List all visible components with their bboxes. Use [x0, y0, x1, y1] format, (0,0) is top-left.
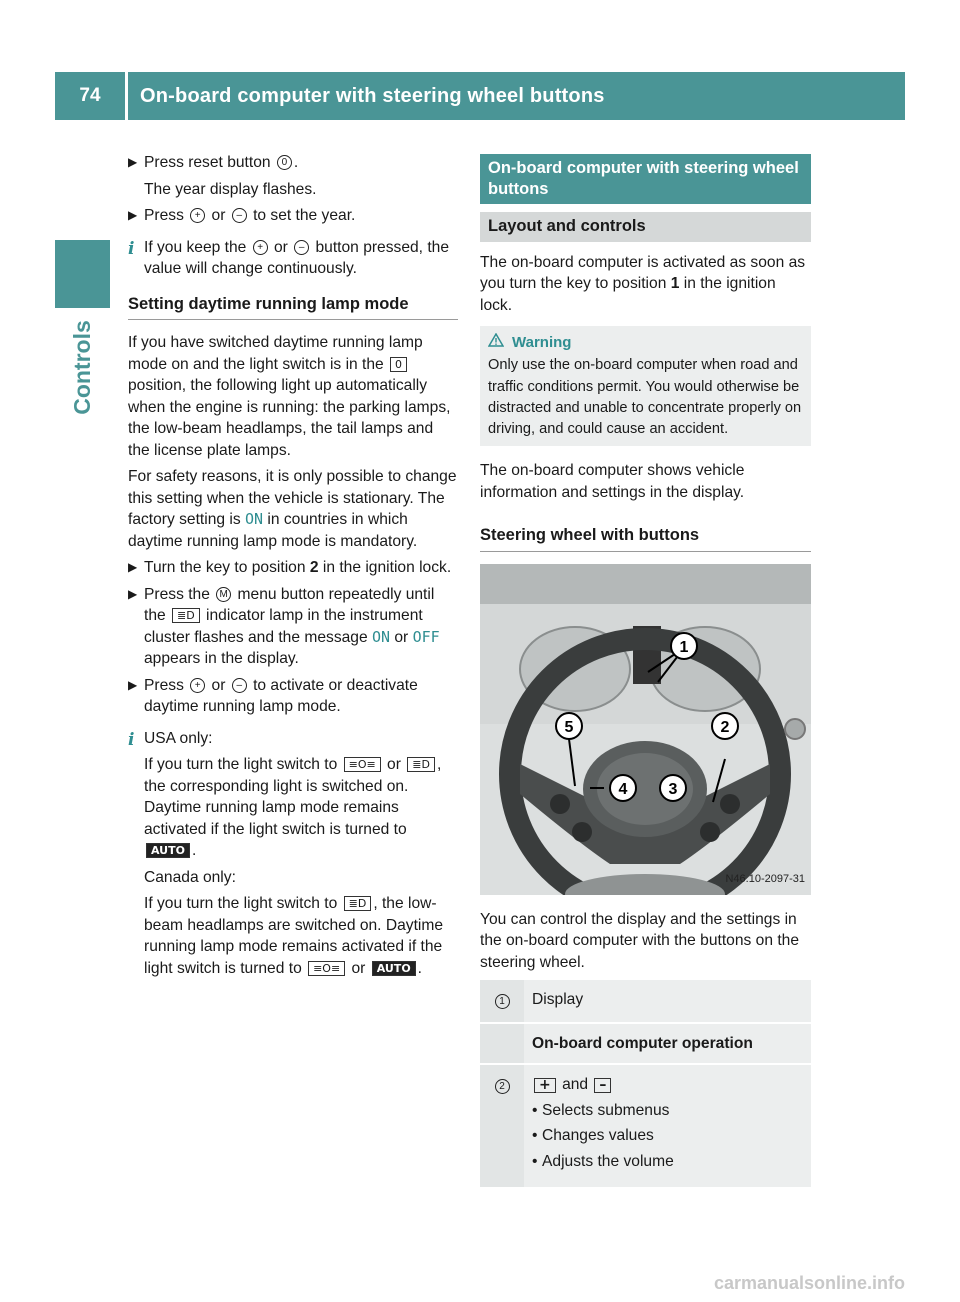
list-item: • Changes values — [532, 1127, 654, 1145]
minus-key-icon: – — [594, 1078, 611, 1093]
paragraph-daytime-lamp: If you have switched daytime running lamp mode on and the light switch is in the 0 position, the following light up automatically when the engine is running: the parking lamps, the low-beam headlamps, the tail lamps and the license plate lamps. — [128, 334, 451, 459]
step-turn-key: ▶ Turn the key to position 2 in the ignition lock. — [128, 557, 458, 579]
step-press-reset: ▶ Press reset button 0 . — [128, 152, 458, 174]
svg-text:3: 3 — [668, 780, 678, 798]
table-cell: + and – • Selects submenus • Changes values • Adjusts the volume — [524, 1065, 811, 1187]
warning-heading: Warning — [488, 332, 803, 353]
step-arrow-icon: ▶ — [128, 560, 138, 574]
low-beam-lamp-icon: ≣D — [344, 896, 372, 911]
plus-button-icon: + — [253, 240, 268, 255]
table-cell: Display — [524, 980, 811, 1022]
callout-4 — [610, 775, 636, 801]
table-row — [480, 1024, 811, 1064]
callout-number: 2 — [495, 1079, 510, 1094]
info-usa-heading: USA only: — [144, 729, 213, 747]
page-header — [55, 72, 905, 120]
light-switch-off-symbol: 0 — [390, 357, 407, 372]
step-activate: ▶ Press + or – to activate or deactivate daytime running lamp mode. — [128, 676, 418, 715]
minus-button-icon: – — [232, 678, 247, 693]
minus-button-icon: – — [294, 240, 309, 255]
sub-section-heading: Layout and controls — [480, 212, 811, 242]
low-beam-lamp-icon: ≣D — [407, 757, 435, 772]
info-icon: i — [128, 238, 135, 259]
step-set-year: ▶ Press + or – to set the year. — [128, 205, 458, 227]
step-result: The year display flashes. — [144, 180, 317, 198]
auto-light-icon: AUTO — [146, 843, 190, 858]
svg-text:2: 2 — [720, 718, 730, 736]
plus-button-icon: + — [190, 208, 205, 223]
minus-button-icon: – — [232, 208, 247, 223]
table-subheading: On-board computer operation — [524, 1024, 811, 1064]
table-row — [480, 1065, 811, 1187]
step-press-menu: ▶ Press the M menu button repeatedly until the ≣D indicator lamp in the instrument cluster flashes and the message ON or OFF appears in the display. — [128, 585, 440, 667]
list-item: • Selects submenus — [532, 1101, 670, 1119]
svg-text:1: 1 — [679, 638, 689, 656]
step-arrow-icon: ▶ — [128, 208, 138, 222]
parking-lamp-icon: ≡O≡ — [308, 961, 345, 976]
step-arrow-icon: ▶ — [128, 586, 138, 601]
controls-table — [480, 978, 811, 1189]
watermark: carmanualsonline.info — [713, 1273, 905, 1293]
callout-2 — [712, 713, 738, 739]
callout-3 — [660, 775, 686, 801]
paragraph-safety: For safety reasons, it is only possible to change this setting when the vehicle is stationary. The factory setting is ON in countries in which daytime running lamp mode is mandatory. — [128, 468, 457, 550]
table-row — [480, 980, 811, 1022]
plus-button-icon: + — [190, 678, 205, 693]
display-message-on: ON — [371, 627, 391, 646]
callout-1 — [671, 633, 697, 659]
warning-box — [480, 326, 811, 446]
page-title: On-board computer with steering wheel buttons — [140, 84, 605, 107]
low-beam-lamp-icon: ≣D — [172, 608, 200, 623]
warning-text: Only use the on-board computer when road and traffic conditions permit. You would otherwise be distracted and unable to concentrate properly on driving, and could cause an accident. — [488, 357, 802, 438]
info-note-continuous: i If you keep the + or – button pressed, the value will change continuously. — [128, 238, 450, 277]
info-usa-text: If you turn the light switch to ≡O≡ or ≣D , the corresponding light is switched on. Daytime running lamp mode remains activated if the light switch is turned to AUTO . — [144, 756, 442, 859]
menu-button-icon: M — [216, 587, 231, 602]
display-message-on: ON — [245, 510, 264, 528]
list-item: • Adjusts the volume — [532, 1152, 674, 1170]
callout-number: 1 — [495, 994, 510, 1009]
step-arrow-icon: ▶ — [128, 677, 138, 692]
plus-key-icon: + — [534, 1078, 556, 1093]
right-column — [480, 152, 811, 1189]
steering-wheel-figure — [480, 564, 811, 895]
svg-text:4: 4 — [618, 780, 628, 798]
step-arrow-icon: ▶ — [128, 155, 138, 169]
side-tab-marker — [55, 240, 110, 308]
warning-triangle-icon — [488, 332, 504, 353]
main-section-heading: On-board computer with steering wheel buttons — [480, 154, 811, 204]
display-message-off: OFF — [412, 627, 440, 646]
callout-5 — [556, 713, 582, 739]
info-canada-heading: Canada only: — [144, 868, 236, 886]
info-note-regional — [128, 728, 458, 980]
reset-button-symbol: 0 — [277, 155, 292, 170]
parking-lamp-icon: ≡O≡ — [344, 757, 381, 772]
page-number: 74 — [79, 85, 101, 106]
svg-text:5: 5 — [564, 718, 574, 736]
figure-code: N46.10-2097-31 — [725, 873, 805, 886]
auto-light-icon: AUTO — [372, 961, 416, 976]
section-heading-steering-wheel: Steering wheel with buttons — [480, 525, 811, 552]
steering-wheel-illustration — [480, 564, 811, 895]
info-icon: i — [128, 729, 135, 750]
paragraph-activation: The on-board computer is activated as soon as you turn the key to position 1 in the ignition lock. — [480, 253, 806, 314]
side-section-label: Controls — [69, 319, 95, 415]
section-heading-daytime-lamp: Setting daytime running lamp mode — [128, 294, 458, 321]
left-column — [128, 152, 458, 987]
paragraph-control: You can control the display and the settings in the on-board computer with the buttons on the steering wheel. — [480, 910, 800, 971]
info-canada-text: If you turn the light switch to ≣D , the low-beam headlamps are switched on. Daytime running lamp mode remains activated if the light switch is turned to ≡O≡ or AUTO . — [144, 895, 444, 977]
paragraph-shows: The on-board computer shows vehicle information and settings in the display. — [480, 462, 745, 501]
